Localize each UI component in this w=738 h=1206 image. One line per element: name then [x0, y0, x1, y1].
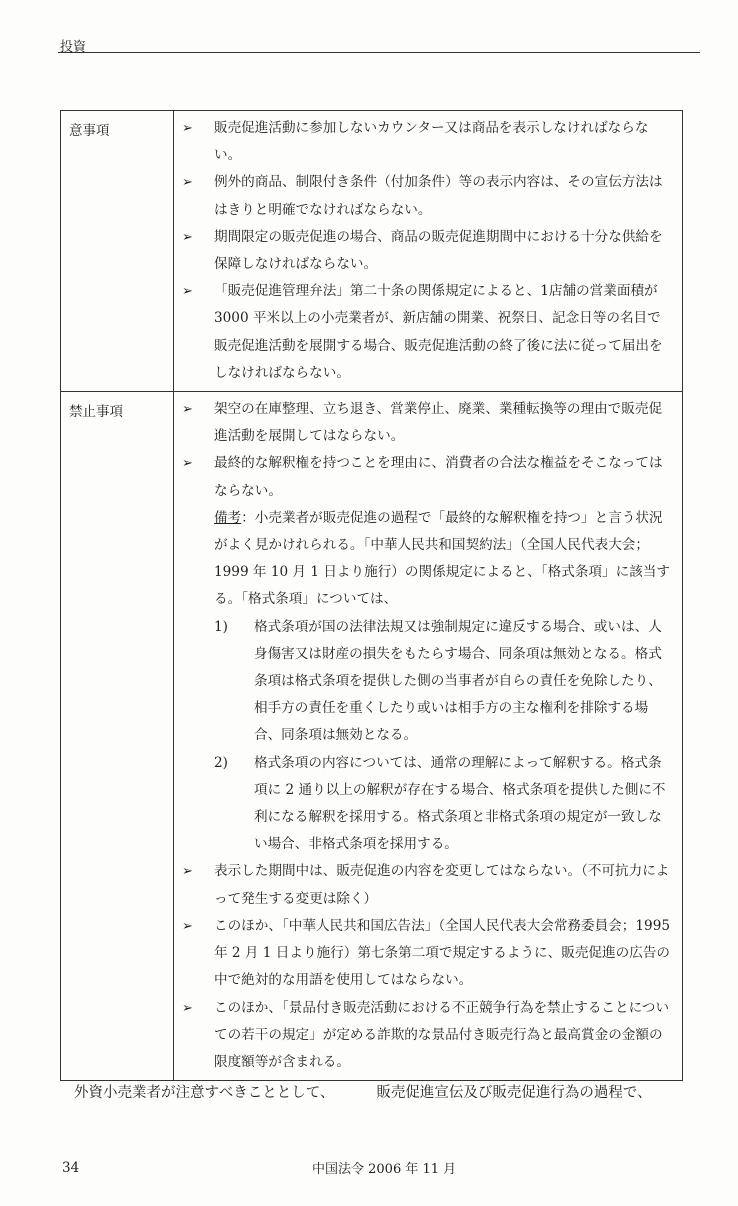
arrow-bullet-icon: ➢ [182, 456, 193, 472]
list-item [182, 450, 672, 504]
table-row-notes [61, 111, 683, 392]
remark-label: 備考 [214, 509, 242, 526]
remark-text: ：小売業者が販売促進の過程で「最終的な解釈権を持つ」と言う状況がよく見かけれられる。「中華人民共和国契約法」（全国人民代表大会；1999 年 10 月 1 日より施行）の関係規定によると、「格式条項」に該当する。「格式条項」については、 [214, 509, 670, 608]
arrow-bullet-icon: ➢ [182, 229, 193, 245]
page-number: 34 [62, 1160, 80, 1176]
arrow-bullet-icon: ➢ [182, 864, 193, 880]
arrow-bullet-icon: ➢ [182, 175, 193, 191]
list-item [182, 913, 672, 995]
list-item [182, 224, 672, 278]
publication-info: 中国法令 2006 年 11 月 [312, 1162, 457, 1177]
list-item [182, 169, 672, 223]
row-content [174, 392, 683, 1081]
numbered-item [182, 614, 672, 750]
remark-paragraph [182, 505, 672, 614]
list-item [182, 115, 672, 169]
paragraph-text-part1: 外資小売業者が注意すべきこととして、 [74, 1085, 335, 1101]
list-item-text: 例外的商品、制限付き条件（付加条件）等の表示内容は、その宣伝方法ははきりと明確でなければならない。 [214, 174, 663, 218]
list-item [182, 858, 672, 912]
table-row-prohibited [61, 392, 683, 1081]
arrow-bullet-icon: ➢ [182, 1000, 193, 1016]
arrow-bullet-icon: ➢ [182, 918, 193, 934]
numbered-item-text: 格式条項の内容については、通常の理解によって解釈する。格式条項に 2 通り以上の解釈が存在する場合、格式条項を提供した側に不利になる解釈を採用する。格式条項と非格式条項の規定が一致しない場合、非格式条項を採用する。 [254, 754, 666, 853]
numbered-item-text: 格式条項が国の法律法規又は強制規定に違反する場合、或いは、人身傷害又は財産の損失をもたらす場合、同条項は無効となる。格式条項は格式条項を提供した側の当事者が自らの責任を免除したり、相手方の責任を重くしたり或いは相手方の主な権利を排除する場合、同条項は無効となる。 [254, 618, 662, 744]
arrow-bullet-icon: ➢ [182, 121, 193, 136]
item-number: 2) [214, 754, 228, 771]
list-item-text: 架空の在庫整理、立ち退き、営業停止、廃業、業種転換等の理由で販売促進活動を展開してはならない。 [214, 401, 663, 445]
list-item [182, 995, 672, 1077]
list-item [182, 278, 672, 387]
paragraph-text-part2: 販売促進宣伝及び販売促進行為の過程で、 [376, 1085, 652, 1101]
row-label: 禁止事項 [61, 392, 174, 1081]
continuation-paragraph [74, 1081, 652, 1102]
rules-table [60, 110, 683, 1081]
list-item-text: 表示した期間中は、販売促進の内容を変更してはならない。（不可抗力によって発生する変更は除く） [214, 863, 670, 907]
list-item [182, 396, 672, 450]
list-item-text: 販売促進活動に参加しないカウンター又は商品を表示しなければならない。 [214, 120, 649, 164]
list-item-text: このほか、「中華人民共和国広告法」（全国人民代表大会常務委員会；1995 年 2 月 1 日より施行）第七条第二項で規定するように、販売促進の広告の中で絶対的な用語を使用してはならない。 [214, 917, 670, 989]
arrow-bullet-icon: ➢ [182, 402, 193, 418]
section-header: 投資 [60, 40, 87, 55]
numbered-item [182, 750, 672, 859]
item-number: 1) [214, 618, 228, 635]
list-item-text: このほか、「景品付き販売活動における不正競争行為を禁止することについての若干の規定」が定める詐欺的な景品付き販売行為と最高賞金の金額の限度額等が含まれる。 [214, 999, 670, 1070]
list-item-text: 「販売促進管理弁法」第二十条の関係規定によると、1店舗の営業面積が 3000 平米以上の小売業者が、新店舗の開業、祝祭日、記念日等の名目で販売促進活動を展開する場合、販売促進活動の終了後に法に従って届出をしなければならない。 [214, 283, 663, 381]
header-divider [58, 52, 700, 53]
row-label: 意事項 [61, 111, 174, 392]
list-item-text: 期間限定の販売促進の場合、商品の販売促進期間中における十分な供給を保障しなければならない。 [214, 228, 663, 273]
list-item-text: 最終的な解釈権を持つことを理由に、消費者の合法な権益をそこなってはならない。 [214, 455, 663, 499]
row-content [174, 111, 683, 392]
arrow-bullet-icon: ➢ [182, 284, 193, 300]
